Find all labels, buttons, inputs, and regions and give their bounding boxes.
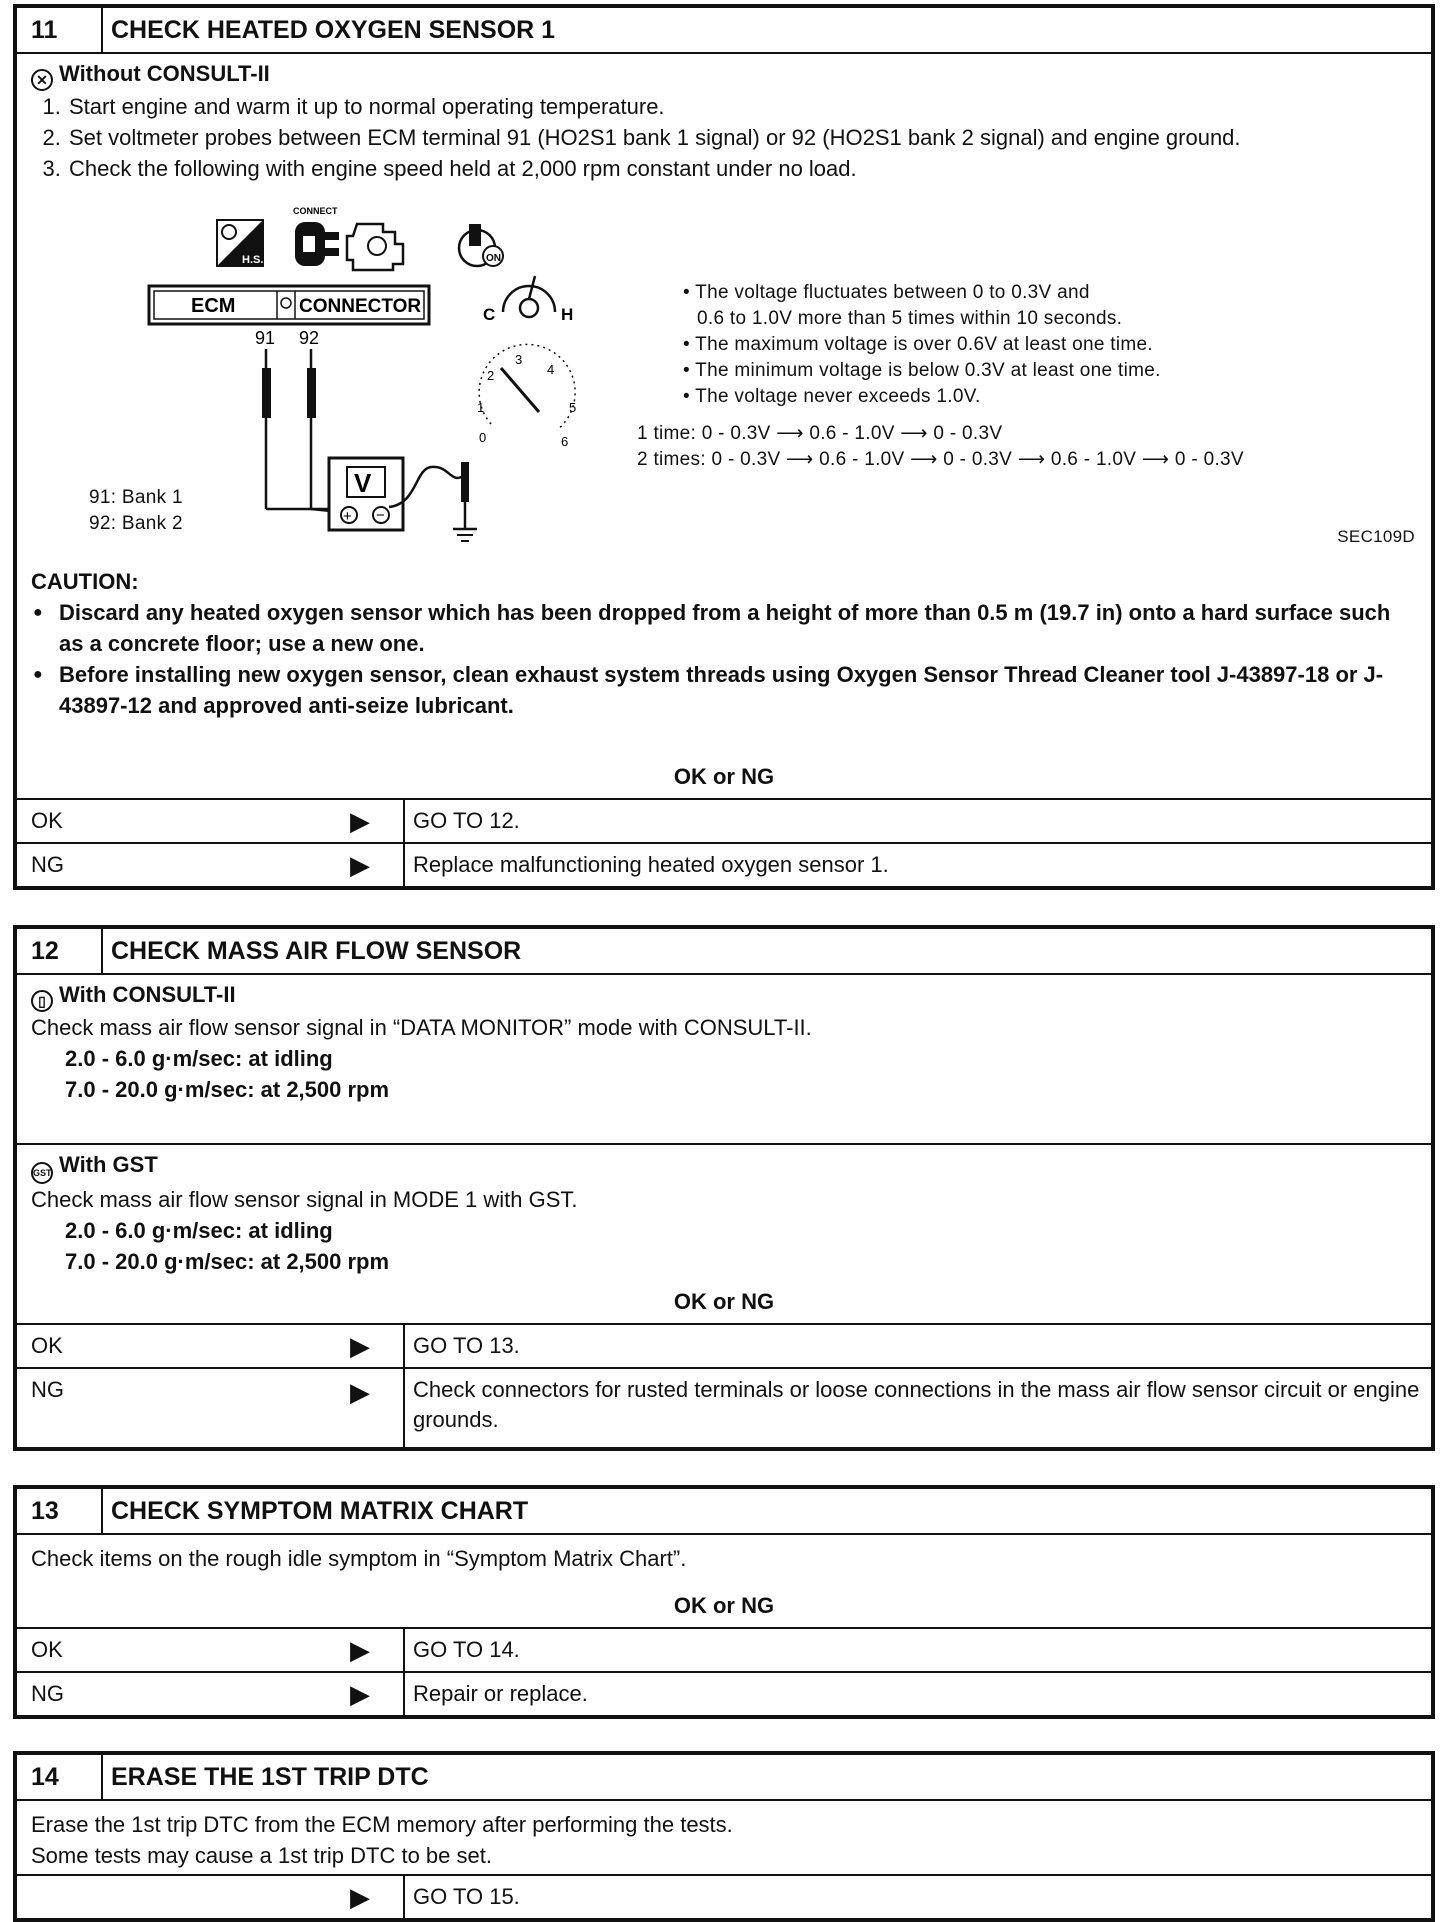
svg-text:+: + — [343, 508, 352, 525]
step-content — [17, 1535, 1431, 1574]
step-header — [17, 929, 1431, 975]
svg-text:−: − — [376, 507, 385, 524]
tach-tick: 1 — [477, 400, 485, 415]
instruction-text: Some tests may cause a 1st trip DTC to be set. — [31, 1843, 492, 1868]
method-label: Without CONSULT-II — [59, 61, 270, 86]
decision-table — [17, 1585, 1431, 1715]
ok-or-ng-label: OK or NG — [17, 756, 1431, 800]
instruction-text: Check mass air flow sensor signal in MODE 1 with GST. — [31, 1187, 578, 1212]
method-label: With GST — [59, 1152, 158, 1177]
decision-table — [17, 1874, 1431, 1918]
spec-bullet: • The maximum voltage is over 0.6V at least one time. — [683, 334, 1153, 355]
terminal-92-label: 92 — [299, 328, 320, 348]
tach-tick: 2 — [487, 368, 495, 383]
cold-label: C — [483, 305, 496, 324]
ok-or-ng-label: OK or NG — [17, 1281, 1431, 1325]
method-heading — [31, 1149, 1417, 1184]
ng-label: NG — [31, 1377, 64, 1402]
bank1-label: 91: Bank 1 — [89, 487, 183, 508]
gst-icon: GST — [31, 1162, 53, 1184]
step-content — [17, 54, 1431, 721]
spec-bullet: 0.6 to 1.0V more than 5 times within 10 seconds. — [697, 308, 1123, 329]
ng-row — [17, 844, 1431, 886]
spec-value: 2.0 - 6.0 g·m/sec: at idling — [65, 1046, 333, 1071]
spec-bullet: • The minimum voltage is below 0.3V at least one time. — [683, 360, 1161, 381]
result-row — [17, 1876, 1431, 1918]
wiring-figure — [31, 184, 1417, 574]
decision-table — [17, 756, 1431, 886]
step-12 — [13, 925, 1435, 1451]
arrow-icon: ▶ — [317, 1629, 405, 1671]
method-heading — [31, 979, 1417, 1012]
bank2-label: 92: Bank 2 — [89, 513, 183, 534]
ng-result: Repair or replace. — [413, 1681, 588, 1706]
spec-value: 7.0 - 20.0 g·m/sec: at 2,500 rpm — [65, 1249, 390, 1274]
step-13 — [13, 1485, 1435, 1719]
procedure-item: 1. Start engine and warm it up to normal operating temperature. — [67, 91, 1417, 122]
engine-icon — [347, 224, 403, 270]
hs-text: H.S. — [242, 254, 264, 266]
arrow-icon: ▶ — [317, 1876, 405, 1918]
procedure-item: 2. Set voltmeter probes between ECM terminal 91 (HO2S1 bank 1 signal) or 92 (HO2S1 bank 2 signal) and engine ground. — [67, 122, 1417, 153]
spec-value: 2.0 - 6.0 g·m/sec: at idling — [65, 1218, 333, 1243]
ignition-on-icon — [459, 224, 503, 266]
tach-tick: 4 — [547, 362, 555, 377]
arrow-icon: ▶ — [317, 844, 405, 886]
two-times-pattern: 2 times: 0 - 0.3V ⟶ 0.6 - 1.0V ⟶ 0 - 0.3V ⟶ 0.6 - 1.0V ⟶ 0 - 0.3V — [637, 449, 1244, 470]
step-11 — [13, 4, 1435, 890]
method-label: With CONSULT-II — [59, 982, 236, 1007]
arrow-icon: ▶ — [317, 1325, 405, 1367]
ok-result: GO TO 14. — [413, 1637, 520, 1662]
caution-title: CAUTION: — [31, 569, 139, 594]
ecm-connector — [149, 286, 429, 324]
ok-row — [17, 800, 1431, 844]
meter-v-text: V — [354, 468, 372, 498]
instruction-text: Erase the 1st trip DTC from the ECM memory after performing the tests. — [31, 1812, 733, 1837]
figure-code: SEC109D — [1337, 527, 1415, 546]
step-number: 13 — [17, 1489, 103, 1533]
step-content — [17, 1145, 1431, 1277]
caution-item: ● Discard any heated oxygen sensor which has been dropped from a height of more than 0.5 m (19.7 in) onto a hard surface such as a concrete floor; use a new one. — [59, 597, 1417, 659]
terminal-91-label: 91 — [255, 328, 276, 348]
ecm-text: ECM — [191, 295, 236, 317]
ng-result: Check connectors for rusted terminals or loose connections in the mass air flow sensor circuit or engine grounds. — [413, 1377, 1420, 1432]
ok-label: OK — [31, 1637, 63, 1662]
step-title: ERASE THE 1ST TRIP DTC — [111, 1762, 429, 1791]
step-number: 12 — [17, 929, 103, 973]
caution-list — [31, 597, 1417, 721]
step-number: 11 — [17, 8, 103, 52]
step-14 — [13, 1751, 1435, 1922]
ok-row — [17, 1629, 1431, 1673]
instruction-text: Check items on the rough idle symptom in “Symptom Matrix Chart”. — [31, 1546, 687, 1571]
ok-row — [17, 1325, 1431, 1369]
consult-icon: ▯ — [31, 990, 53, 1012]
ng-label: NG — [31, 852, 64, 877]
method-heading — [31, 58, 1417, 91]
step-number: 14 — [17, 1755, 103, 1799]
result-text: GO TO 15. — [413, 1884, 520, 1909]
ok-label: OK — [31, 1333, 63, 1358]
step-title: CHECK HEATED OXYGEN SENSOR 1 — [111, 15, 556, 44]
empty-label — [17, 1876, 317, 1918]
instruction-text: Check mass air flow sensor signal in “DATA MONITOR” mode with CONSULT-II. — [31, 1015, 812, 1040]
tach-tick: 0 — [479, 430, 487, 445]
step-title: CHECK MASS AIR FLOW SENSOR — [111, 936, 522, 965]
tach-tick: 5 — [569, 400, 577, 415]
connector-text: CONNECTOR — [299, 296, 422, 317]
arrow-icon: ▶ — [317, 1369, 405, 1447]
tach-tick: 6 — [561, 434, 569, 449]
ng-row — [17, 1369, 1431, 1447]
procedure-item: 3. Check the following with engine speed held at 2,000 rpm constant under no load. — [67, 153, 1417, 184]
spec-bullet: • The voltage never exceeds 1.0V. — [683, 386, 981, 407]
ok-or-ng-label: OK or NG — [17, 1585, 1431, 1629]
decision-table — [17, 1281, 1431, 1447]
connect-text: CONNECT — [293, 206, 338, 216]
hot-label: H — [561, 305, 574, 324]
one-time-pattern: 1 time: 0 - 0.3V ⟶ 0.6 - 1.0V ⟶ 0 - 0.3V — [637, 423, 1003, 444]
tachometer-icon — [477, 344, 576, 449]
step-title: CHECK SYMPTOM MATRIX CHART — [111, 1496, 529, 1525]
ng-row — [17, 1673, 1431, 1715]
voltmeter-icon — [329, 458, 403, 530]
step-content — [17, 975, 1431, 1143]
step-content — [17, 1801, 1431, 1871]
ng-result: Replace malfunctioning heated oxygen sensor 1. — [413, 852, 889, 877]
ok-result: GO TO 12. — [413, 808, 520, 833]
engine-temperature-icon — [483, 276, 573, 324]
on-text: ON — [486, 253, 501, 264]
ok-result: GO TO 13. — [413, 1333, 520, 1358]
arrow-icon: ▶ — [317, 1673, 405, 1715]
tach-tick: 3 — [515, 352, 523, 367]
ng-label: NG — [31, 1681, 64, 1706]
connector-plug-icon — [293, 206, 339, 266]
spec-value: 7.0 - 20.0 g·m/sec: at 2,500 rpm — [65, 1077, 390, 1102]
arrow-icon: ▶ — [317, 800, 405, 842]
step-header — [17, 1755, 1431, 1801]
caution-item: ● Before installing new oxygen sensor, clean exhaust system threads using Oxygen Sensor Thread Cleaner tool J-43897-18 or J-43897-12 and approved anti-seize lubricant. — [59, 659, 1417, 721]
step-header — [17, 1489, 1431, 1535]
step-header — [17, 8, 1431, 54]
ok-label: OK — [31, 808, 63, 833]
spec-bullet: • The voltage fluctuates between 0 to 0.3V and — [683, 282, 1090, 303]
no-consult-icon: ✕ — [31, 69, 53, 91]
hot-start-icon — [217, 220, 263, 266]
procedure-list — [31, 91, 1417, 184]
